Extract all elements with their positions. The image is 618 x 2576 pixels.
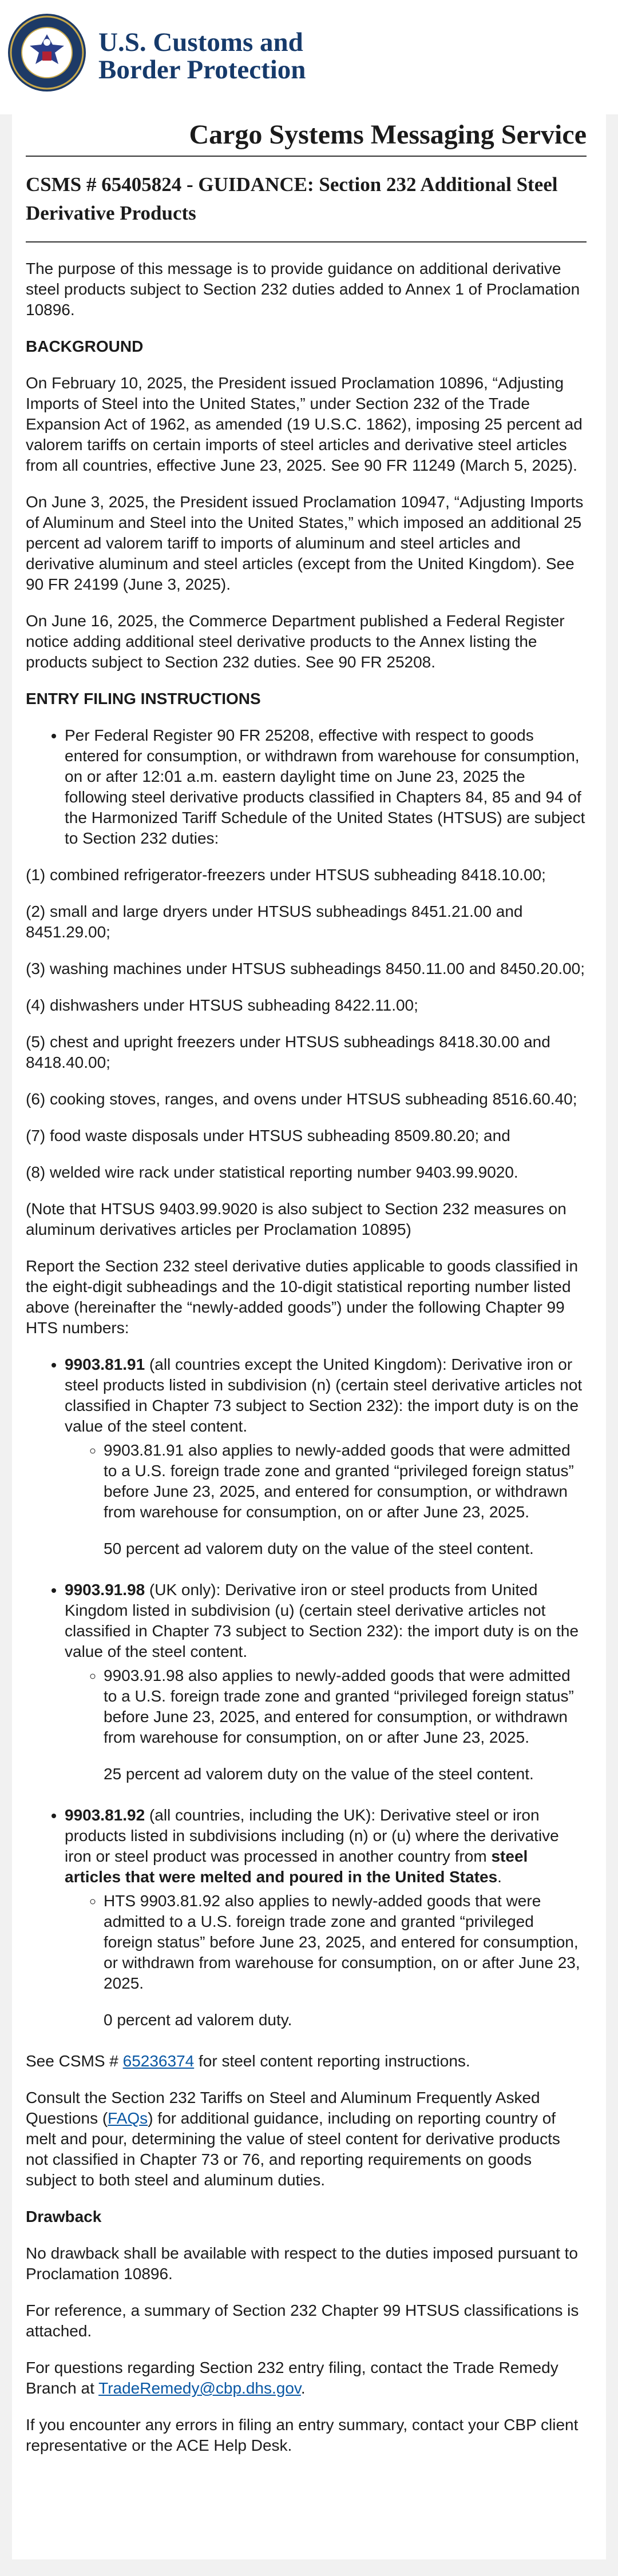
hts-code-item xyxy=(65,1805,587,2030)
hts-sub-item xyxy=(104,1891,587,2030)
consult-prefix: Consult the Section 232 Tariffs on Steel and Aluminum Frequently Asked Questions ( xyxy=(26,2089,540,2127)
message-title: CSMS # 65405824 - GUIDANCE: Section 232 Additional Steel Derivative Products xyxy=(26,170,587,243)
site-header xyxy=(0,0,618,114)
background-paragraph-2: On June 3, 2025, the President issued Proclamation 10947, “Adjusting Imports of Aluminum and Steel into the United States,” which imposed an additional 25 percent ad valorem tariff to imports of aluminum and steel articles and derivative aluminum and steel articles (except from the United Kingdom). See 90 FR 24199 (June 3, 2025). xyxy=(26,493,584,593)
hts-code: 9903.81.92 xyxy=(65,1806,145,1824)
see-prefix: See CSMS # xyxy=(26,2052,123,2070)
product-item: (3) washing machines under HTSUS subheadings 8450.11.00 and 8450.20.00; xyxy=(26,960,585,977)
background-heading: BACKGROUND xyxy=(26,337,144,355)
hts-sub-list xyxy=(65,1665,587,1784)
consult-paragraph xyxy=(26,2088,587,2191)
background-paragraph-1: On February 10, 2025, the President issued Proclamation 10896, “Adjusting Imports of Steel into the United States,” under Section 232 of the Trade Expansion Act of 1962, as amended (19 U.S.C. 1862), imposing 25 percent ad valorem tariffs on certain imports of steel articles and derivative steel articles from all countries, effective June 23, 2025. See 90 FR 11249 (March 5, 2025). xyxy=(26,374,583,474)
hts-code-description: (all countries, including the UK): Derivative steel or iron products listed in subdivisions including (n) or (u) where the derivative iron or steel product was processed in another country from xyxy=(65,1806,559,1865)
hts-sub-list xyxy=(65,1891,587,2030)
contact-suffix: . xyxy=(300,2379,306,2397)
product-item: (4) dishwashers under HTSUS subheading 8422.11.00; xyxy=(26,996,418,1014)
hts-sub-list xyxy=(65,1440,587,1559)
hts-code-list xyxy=(26,1354,587,2030)
contact-prefix: For questions regarding Section 232 entry filing, contact the Trade Remedy Branch at xyxy=(26,2359,558,2397)
drawback-paragraph-1: No drawback shall be available with respect to the duties imposed pursuant to Proclamation 10896. xyxy=(26,2244,578,2283)
duty-rate: 25 percent ad valorem duty on the value of the steel content. xyxy=(104,1765,534,1783)
hts-code-period: . xyxy=(497,1868,502,1886)
agency-name-line2: Border Protection xyxy=(98,55,306,85)
message-panel xyxy=(12,114,606,2559)
hts-code-description: (UK only): Derivative iron or steel products from United Kingdom listed in subdivision (u) (certain steel derivative articles not classified in Chapter 73 subject to Section 232): the import duty is on the value of the steel content. xyxy=(65,1581,579,1660)
agency-name[interactable] xyxy=(98,29,306,84)
hts-sub-text: 9903.81.91 also applies to newly-added goods that were admitted to a U.S. foreign trade zone and granted “privileged foreign status” before June 23, 2025, and entered for consumption, or withdrawn from warehouse for consumption, on or after June 23, 2025. xyxy=(104,1441,574,1521)
hts-code: 9903.91.98 xyxy=(65,1581,145,1599)
hts-code-emphasis: steel articles that were melted and poured in the United States xyxy=(65,1847,528,1886)
drawback-heading: Drawback xyxy=(26,2208,102,2225)
product-item: (8) welded wire rack under statistical reporting number 9403.99.9020. xyxy=(26,1163,518,1181)
hts-sub-item xyxy=(104,1440,587,1559)
hts-sub-text: HTS 9903.81.92 also applies to newly-added goods that were admitted to a U.S. foreign trade zone and granted “privileged foreign status” before June 23, 2025, and entered for consumption, or withdrawn from warehouse for consumption, on or after June 23, 2025. xyxy=(104,1892,580,1992)
duty-rate: 0 percent ad valorem duty. xyxy=(104,2011,292,2029)
hts-code-item xyxy=(65,1580,587,1784)
see-suffix: for steel content reporting instructions. xyxy=(194,2052,470,2070)
csms-link[interactable]: 65236374 xyxy=(122,2052,195,2070)
trade-remedy-email-link[interactable]: TradeRemedy@cbp.dhs.gov xyxy=(98,2379,301,2397)
product-item: (6) cooking stoves, ranges, and ovens under HTSUS subheading 8516.60.40; xyxy=(26,1090,577,1108)
entry-bullet-list xyxy=(26,725,587,849)
consult-suffix: ) for additional guidance, including on reporting country of melt and pour, determining the value of steel content for derivative products not classified in Chapter 73 or 76, and reporting requirements on goods subject to both steel and aluminum duties. xyxy=(26,2109,560,2189)
hts-code: 9903.81.91 xyxy=(65,1355,145,1373)
hts-code-description: (all countries except the United Kingdom): Derivative iron or steel products listed in subdivision (n) (certain steel derivative articles not classified in Chapter 73 subject to Section 232): the import duty is on the value of the steel content. xyxy=(65,1355,583,1435)
drawback-paragraph-2: For reference, a summary of Section 232 Chapter 99 HTSUS classifications is attached. xyxy=(26,2301,579,2340)
entry-bullet: • Per Federal Register 90 FR 25208, effective with respect to goods entered for consumption, or withdrawn from warehouse for consumption, on or after 12:01 a.m. eastern daylight time on June 23, 2025 the following steel derivative products classified in Chapters 84, 85 and 94 of the Harmonized Tariff Schedule of the United States (HTSUS) are subject to Section 232 duties: xyxy=(65,725,587,849)
entry-heading: ENTRY FILING INSTRUCTIONS xyxy=(26,690,261,707)
intro-paragraph: The purpose of this message is to provide guidance on additional derivative steel products subject to Section 232 duties added to Annex 1 of Proclamation 10896. xyxy=(26,260,580,319)
product-item: (2) small and large dryers under HTSUS subheadings 8451.21.00 and 8451.29.00; xyxy=(26,903,523,941)
hts-sub-item xyxy=(104,1665,587,1784)
duty-rate: 50 percent ad valorem duty on the value of the steel content. xyxy=(104,1540,534,1557)
note-paragraph: (Note that HTSUS 9403.99.9020 is also subject to Section 232 measures on aluminum derivatives articles per Proclamation 10895) xyxy=(26,1200,566,1238)
background-paragraph-3: On June 16, 2025, the Commerce Department published a Federal Register notice adding additional steel derivative products to the Annex listing the products subject to Section 232 duties. See 90 FR 25208. xyxy=(26,612,565,671)
product-item: (1) combined refrigerator-freezers under HTSUS subheading 8418.10.00; xyxy=(26,866,546,884)
report-paragraph: Report the Section 232 steel derivative duties applicable to goods classified in the eight-digit subheadings and the 10-digit statistical reporting number listed above (hereinafter the “newly-added goods”) under the following Chapter 99 HTS numbers: xyxy=(26,1257,579,1337)
contact-paragraph xyxy=(26,2358,587,2399)
cbp-seal-icon xyxy=(7,13,87,93)
faqs-link[interactable]: FAQs xyxy=(108,2109,148,2127)
see-csms-paragraph xyxy=(26,2051,587,2072)
product-item: (5) chest and upright freezers under HTSUS subheadings 8418.30.00 and 8418.40.00; xyxy=(26,1033,550,1071)
product-item: (7) food waste disposals under HTSUS subheading 8509.80.20; and xyxy=(26,1127,510,1144)
service-title: Cargo Systems Messaging Service xyxy=(26,125,587,157)
hts-sub-text: 9903.91.98 also applies to newly-added goods that were admitted to a U.S. foreign trade zone and granted “privileged foreign status” before June 23, 2025, and entered for consumption, or withdrawn from warehouse for consumption, on or after June 23, 2025. xyxy=(104,1667,574,1746)
message-content xyxy=(26,114,587,2456)
help-desk-paragraph: If you encounter any errors in filing an entry summary, contact your CBP client representative or the ACE Help Desk. xyxy=(26,2416,579,2454)
agency-name-line1: U.S. Customs and xyxy=(98,27,303,57)
hts-code-item xyxy=(65,1354,587,1559)
